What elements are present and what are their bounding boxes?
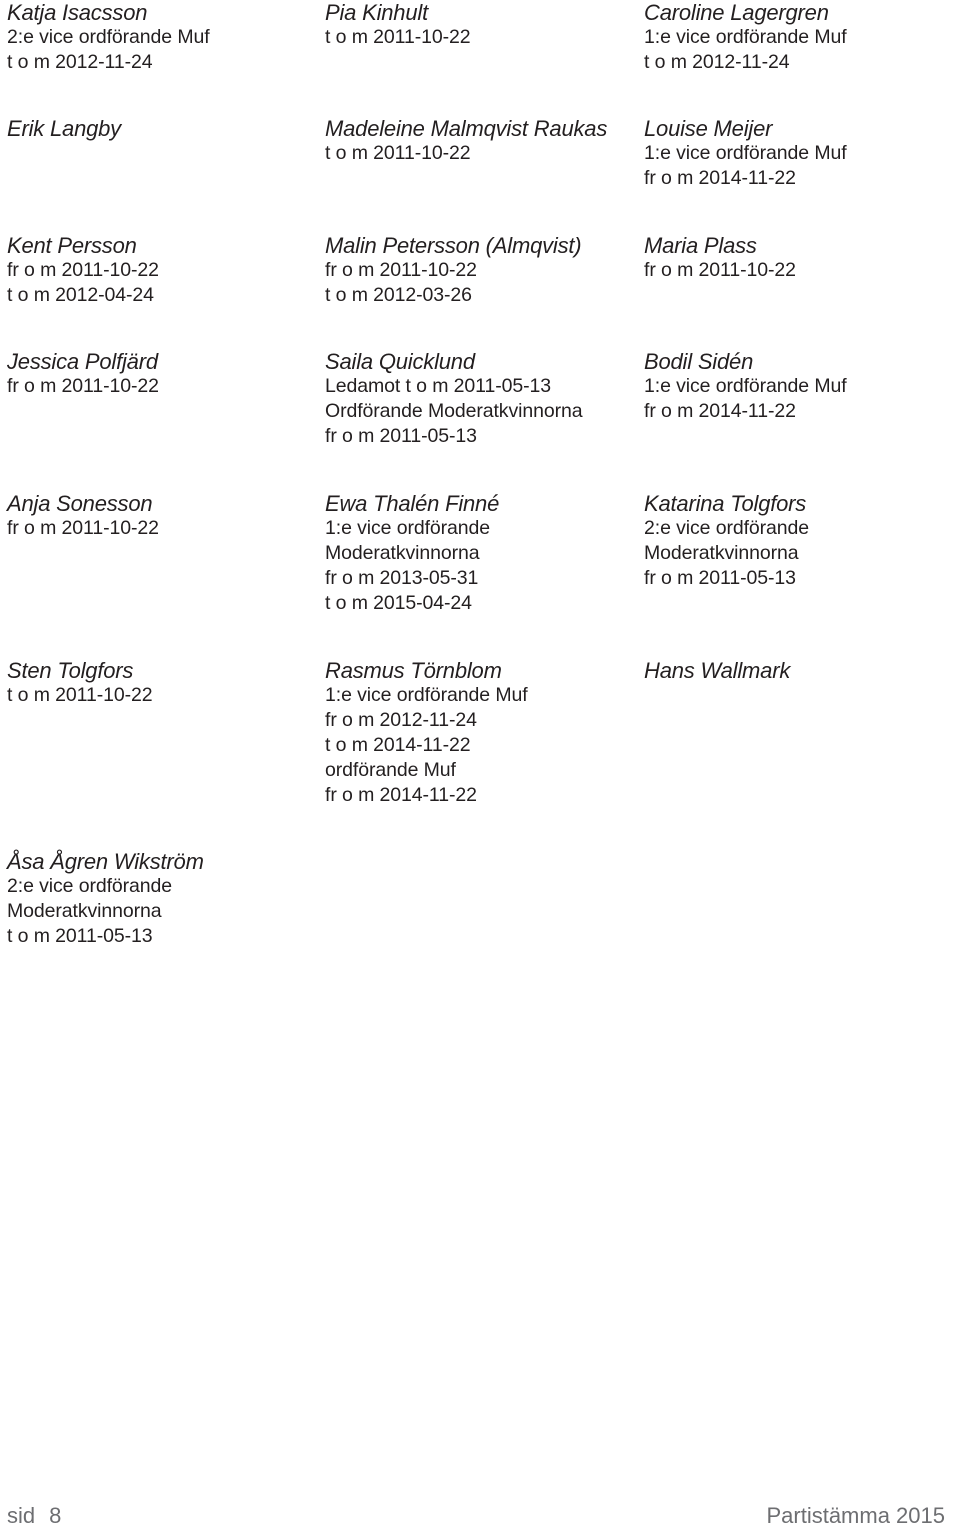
member-name: Saila Quicklund: [325, 349, 475, 374]
member-detail-line: t o m 2015-04-24: [325, 592, 472, 614]
member-detail-line: fr o m 2013-05-31: [325, 567, 479, 589]
member-entry: [7, 0, 325, 75]
member-detail-line: 2:e vice ordförande: [644, 517, 810, 539]
member-name: Madeleine Malmqvist Raukas: [325, 116, 608, 141]
member-name: Kent Persson: [7, 233, 137, 258]
member-detail-line: ordförande Muf: [325, 759, 456, 781]
member-entry: [325, 658, 643, 808]
member-detail-line: t o m 2012-11-24: [644, 51, 790, 73]
member-entry: [7, 658, 325, 708]
member-detail-line: t o m 2011-10-22: [325, 26, 471, 48]
member-detail-line: fr o m 2011-05-13: [325, 425, 477, 447]
member-name: Jessica Polfjärd: [7, 349, 158, 374]
member-detail-line: Ledamot t o m 2011-05-13: [325, 375, 551, 397]
member-detail-line: fr o m 2011-10-22: [7, 375, 159, 397]
member-entry: [325, 233, 643, 308]
member-detail-line: 1:e vice ordförande Muf: [644, 375, 847, 397]
member-detail-line: 1:e vice ordförande Muf: [644, 26, 847, 48]
member-entry: [7, 849, 325, 949]
member-detail-line: Moderatkvinnorna: [325, 542, 480, 564]
member-entry: [7, 116, 325, 141]
member-name: Pia Kinhult: [325, 0, 428, 25]
member-name: Louise Meijer: [644, 116, 773, 141]
member-detail-line: t o m 2014-11-22: [325, 734, 471, 756]
member-name: Malin Petersson (Almqvist): [325, 233, 582, 258]
member-detail-line: 1:e vice ordförande Muf: [325, 684, 528, 706]
member-entry: [7, 349, 325, 399]
member-detail-line: 1:e vice ordförande: [325, 517, 491, 539]
page-number: 8: [49, 1503, 62, 1528]
member-detail-line: Ordförande Moderatkvinnorna: [325, 400, 583, 422]
member-detail-line: fr o m 2014-11-22: [325, 784, 477, 806]
member-detail-line: 2:e vice ordförande: [7, 875, 173, 897]
member-entry: [7, 491, 325, 541]
member-name: Erik Langby: [7, 116, 121, 141]
member-detail-line: fr o m 2014-11-22: [644, 400, 796, 422]
member-name: Åsa Ågren Wikström: [7, 849, 204, 874]
member-name: Katja Isacsson: [7, 0, 148, 25]
member-detail-line: t o m 2011-10-22: [325, 142, 471, 164]
member-detail-line: t o m 2011-05-13: [7, 925, 153, 947]
member-detail-line: fr o m 2011-10-22: [7, 517, 159, 539]
member-detail-line: t o m 2011-10-22: [7, 684, 153, 706]
member-detail-line: Moderatkvinnorna: [7, 900, 162, 922]
member-detail-line: 2:e vice ordförande Muf: [7, 26, 210, 48]
member-name: Katarina Tolgfors: [644, 491, 807, 516]
member-row: [7, 849, 957, 1009]
member-row: [7, 349, 957, 509]
page-label: sid: [7, 1503, 36, 1528]
member-detail-line: fr o m 2011-10-22: [7, 259, 159, 281]
member-name: Caroline Lagergren: [644, 0, 829, 25]
member-detail-line: fr o m 2011-10-22: [325, 259, 477, 281]
member-entry: [325, 349, 643, 449]
member-detail-line: 1:e vice ordförande Muf: [644, 142, 847, 164]
member-row: [7, 658, 957, 818]
publication-title: Partistämma 2015: [766, 1503, 945, 1528]
member-detail-line: t o m 2012-04-24: [7, 284, 154, 306]
member-name: Anja Sonesson: [7, 491, 153, 516]
member-detail-line: Moderatkvinnorna: [644, 542, 799, 564]
member-detail-line: t o m 2012-11-24: [7, 51, 153, 73]
member-entry: [7, 233, 325, 308]
member-name: Rasmus Törnblom: [325, 658, 502, 683]
member-name: Maria Plass: [644, 233, 757, 258]
member-name: Bodil Sidén: [644, 349, 754, 374]
member-detail-line: fr o m 2014-11-22: [644, 167, 796, 189]
member-entry: [325, 116, 643, 166]
page-footer-left: [7, 1503, 61, 1528]
member-entry: [644, 349, 960, 424]
member-row: [7, 491, 957, 651]
member-entry: [644, 0, 960, 75]
member-entry: [644, 491, 960, 591]
member-detail-line: fr o m 2011-10-22: [644, 259, 796, 281]
member-entry: [644, 116, 960, 191]
member-entry: [644, 233, 960, 283]
member-entry: [325, 491, 643, 616]
member-detail-line: fr o m 2011-05-13: [644, 567, 796, 589]
member-entry: [325, 0, 643, 50]
member-name: Ewa Thalén Finné: [325, 491, 500, 516]
member-detail-line: fr o m 2012-11-24: [325, 709, 477, 731]
member-entry: [644, 658, 960, 683]
member-name: Sten Tolgfors: [7, 658, 134, 683]
member-name: Hans Wallmark: [644, 658, 791, 683]
member-detail-line: t o m 2012-03-26: [325, 284, 472, 306]
